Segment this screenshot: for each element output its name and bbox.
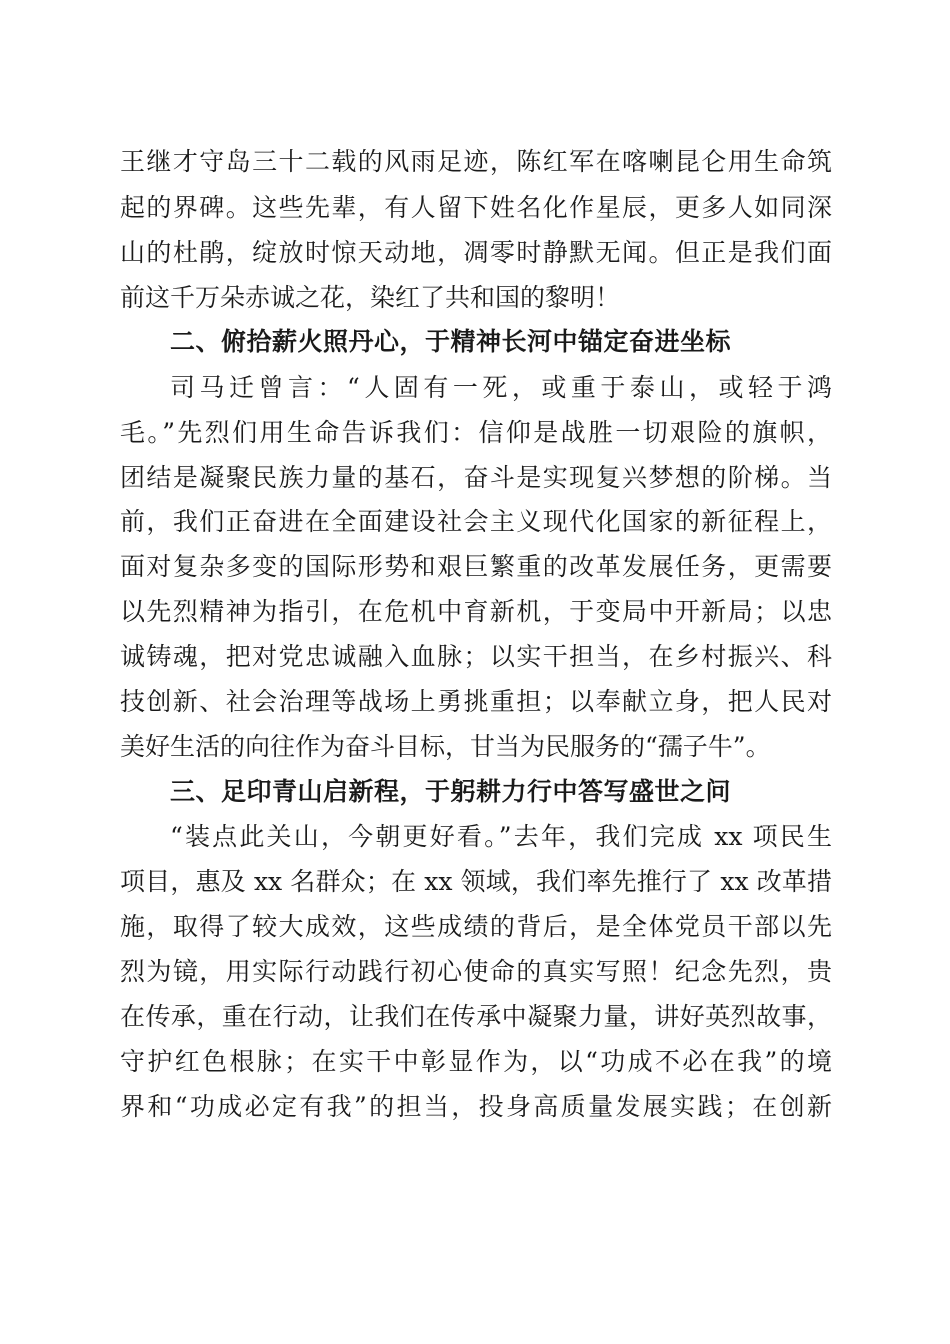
paragraph-line: 诚铸魂，把对党忠诚融入血脉；以实干担当，在乡村振兴、科 <box>120 642 832 671</box>
paragraph-line: 前这千万朵赤诚之花，染红了共和国的黎明！ <box>120 283 621 312</box>
paragraph-line: 山的杜鹃，绽放时惊天动地，凋零时静默无闻。但正是我们面 <box>120 238 832 267</box>
paragraph-line: 项目，惠及 xx 名群众；在 xx 领域，我们率先推行了 xx 改革措 <box>120 867 832 896</box>
paragraph-line: 施，取得了较大成效，这些成绩的背后，是全体党员干部以先 <box>120 912 832 941</box>
paragraph-line: 前，我们正奋进在全面建设社会主义现代化国家的新征程上， <box>120 507 832 536</box>
paragraph-line: “装点此关山，今朝更好看。”去年，我们完成 xx 项民生 <box>170 822 832 851</box>
paragraph-line: 毛。”先烈们用生命告诉我们：信仰是战胜一切艰险的旗帜， <box>120 418 832 447</box>
paragraph-line: 在传承，重在行动，让我们在传承中凝聚力量，讲好英烈故事， <box>120 1002 832 1031</box>
section-three-heading: 三、足印青山启新程，于躬耕力行中答写盛世之问 <box>170 777 732 806</box>
paragraph-line: 司马迁曾言：“人固有一死，或重于泰山，或轻于鸿 <box>170 373 832 402</box>
paragraph-line: 美好生活的向往作为奋斗目标，甘当为民服务的“孺子牛”。 <box>120 732 771 761</box>
paragraph-line: 界和“功成必定有我”的担当，投身高质量发展实践；在创新 <box>120 1092 832 1121</box>
paragraph-line: 面对复杂多变的国际形势和艰巨繁重的改革发展任务，更需要 <box>120 552 832 581</box>
paragraph-line: 烈为镜，用实际行动践行初心使命的真实写照！纪念先烈，贵 <box>120 957 832 986</box>
paragraph-line: 王继才守岛三十二载的风雨足迹，陈红军在喀喇昆仑用生命筑 <box>120 147 832 176</box>
paragraph-line: 技创新、社会治理等战场上勇挑重担；以奉献立身，把人民对 <box>120 687 832 716</box>
paragraph-line: 以先烈精神为指引，在危机中育新机，于变局中开新局；以忠 <box>120 597 832 626</box>
paragraph-line: 团结是凝聚民族力量的基石，奋斗是实现复兴梦想的阶梯。当 <box>120 463 832 492</box>
section-two-heading: 二、俯拾薪火照丹心，于精神长河中锚定奋进坐标 <box>170 327 732 356</box>
paragraph-line: 起的界碑。这些先辈，有人留下姓名化作星辰，更多人如同深 <box>120 193 832 222</box>
paragraph-line: 守护红色根脉；在实干中彰显作为，以“功成不必在我”的境 <box>120 1047 832 1076</box>
